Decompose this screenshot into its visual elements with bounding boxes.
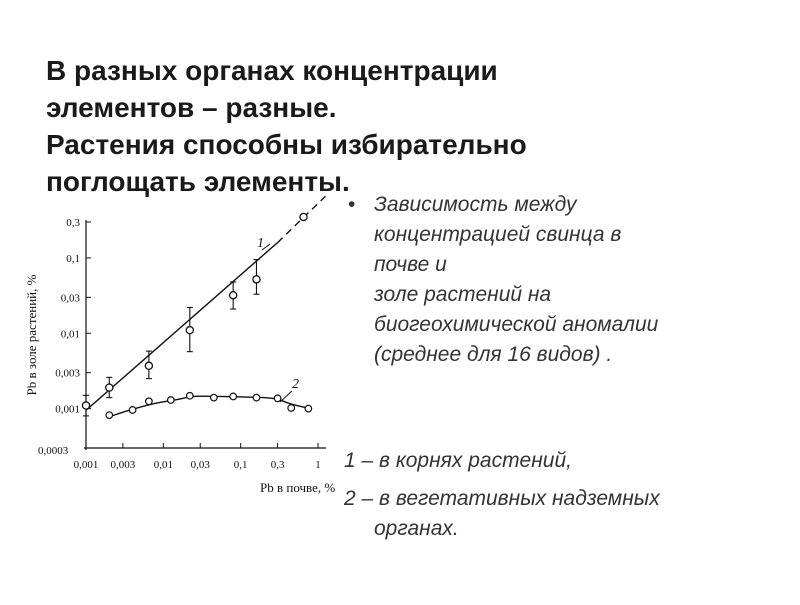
x-tick-label: 0,3 [270,459,285,471]
series-1-point [300,213,307,220]
series-1-point [82,402,89,409]
chart-caption [348,190,768,370]
y-tick-label: 0,03 [60,292,80,305]
series-2-point [129,407,136,414]
y-tick-label: 0,3 [66,217,80,229]
series-2-point [253,394,260,401]
series-2-point [106,412,113,419]
series-2-point [305,405,312,412]
series-2-point [168,397,175,404]
series-1-point [230,292,237,299]
title-line: Растения способны избирательно [46,129,527,160]
caption-line: (среднее для 16 видов) . [374,343,613,366]
series-2-label-leader [280,391,292,402]
x-tick-label: 1 [315,459,321,471]
y-tick-label: 0,003 [55,367,80,380]
caption-bullet: • [348,193,356,216]
caption-line: золе растений на [374,283,552,306]
series-2-label: 2 [292,377,299,392]
y-axis-label: Pb в золе растений, % [24,274,39,396]
series-1-label: 1 [257,236,264,251]
series-1-point [186,327,193,334]
series-2-point [274,395,281,402]
caption-line: концентрацией свинца в [374,223,622,246]
x-tick-label: 0,1 [233,459,248,471]
x-axis-label: Pb в почве, % [260,480,336,495]
legend-text [344,446,774,544]
series-1-point [106,384,113,391]
legend-item-2-continued: органах. [374,517,459,540]
caption-line: биогеохимической аномалии [374,313,659,336]
series-1-line [86,243,278,411]
series-1-point [145,362,152,369]
y-bottom-label: 0,0003 [38,445,69,457]
title-line: элементов – разные. [46,92,337,123]
legend-item-2: 2 – в вегетативных надземных [344,487,660,510]
y-tick-label: 0,001 [55,403,80,416]
caption-line: Зависимость между [374,193,577,216]
x-tick-label: 0,03 [190,459,210,471]
caption-line: почве и [374,253,447,276]
series-2-point [288,405,295,412]
series-2-point [187,392,194,399]
series-2-point [230,393,237,400]
series-2-point [211,394,218,401]
title-line: В разных органах концентрации [46,55,498,86]
x-tick-label: 0,001 [73,459,99,471]
title-line: поглощать элементы. [46,166,350,197]
x-tick-label: 0,003 [110,459,136,471]
y-tick-label: 0,1 [66,252,80,265]
series-2-point [146,398,153,405]
y-tick-label: 0,01 [60,328,80,341]
x-tick-label: 0,01 [153,459,173,471]
series-1-point [253,276,260,283]
legend-item-1: 1 – в корнях растений, [344,449,572,472]
